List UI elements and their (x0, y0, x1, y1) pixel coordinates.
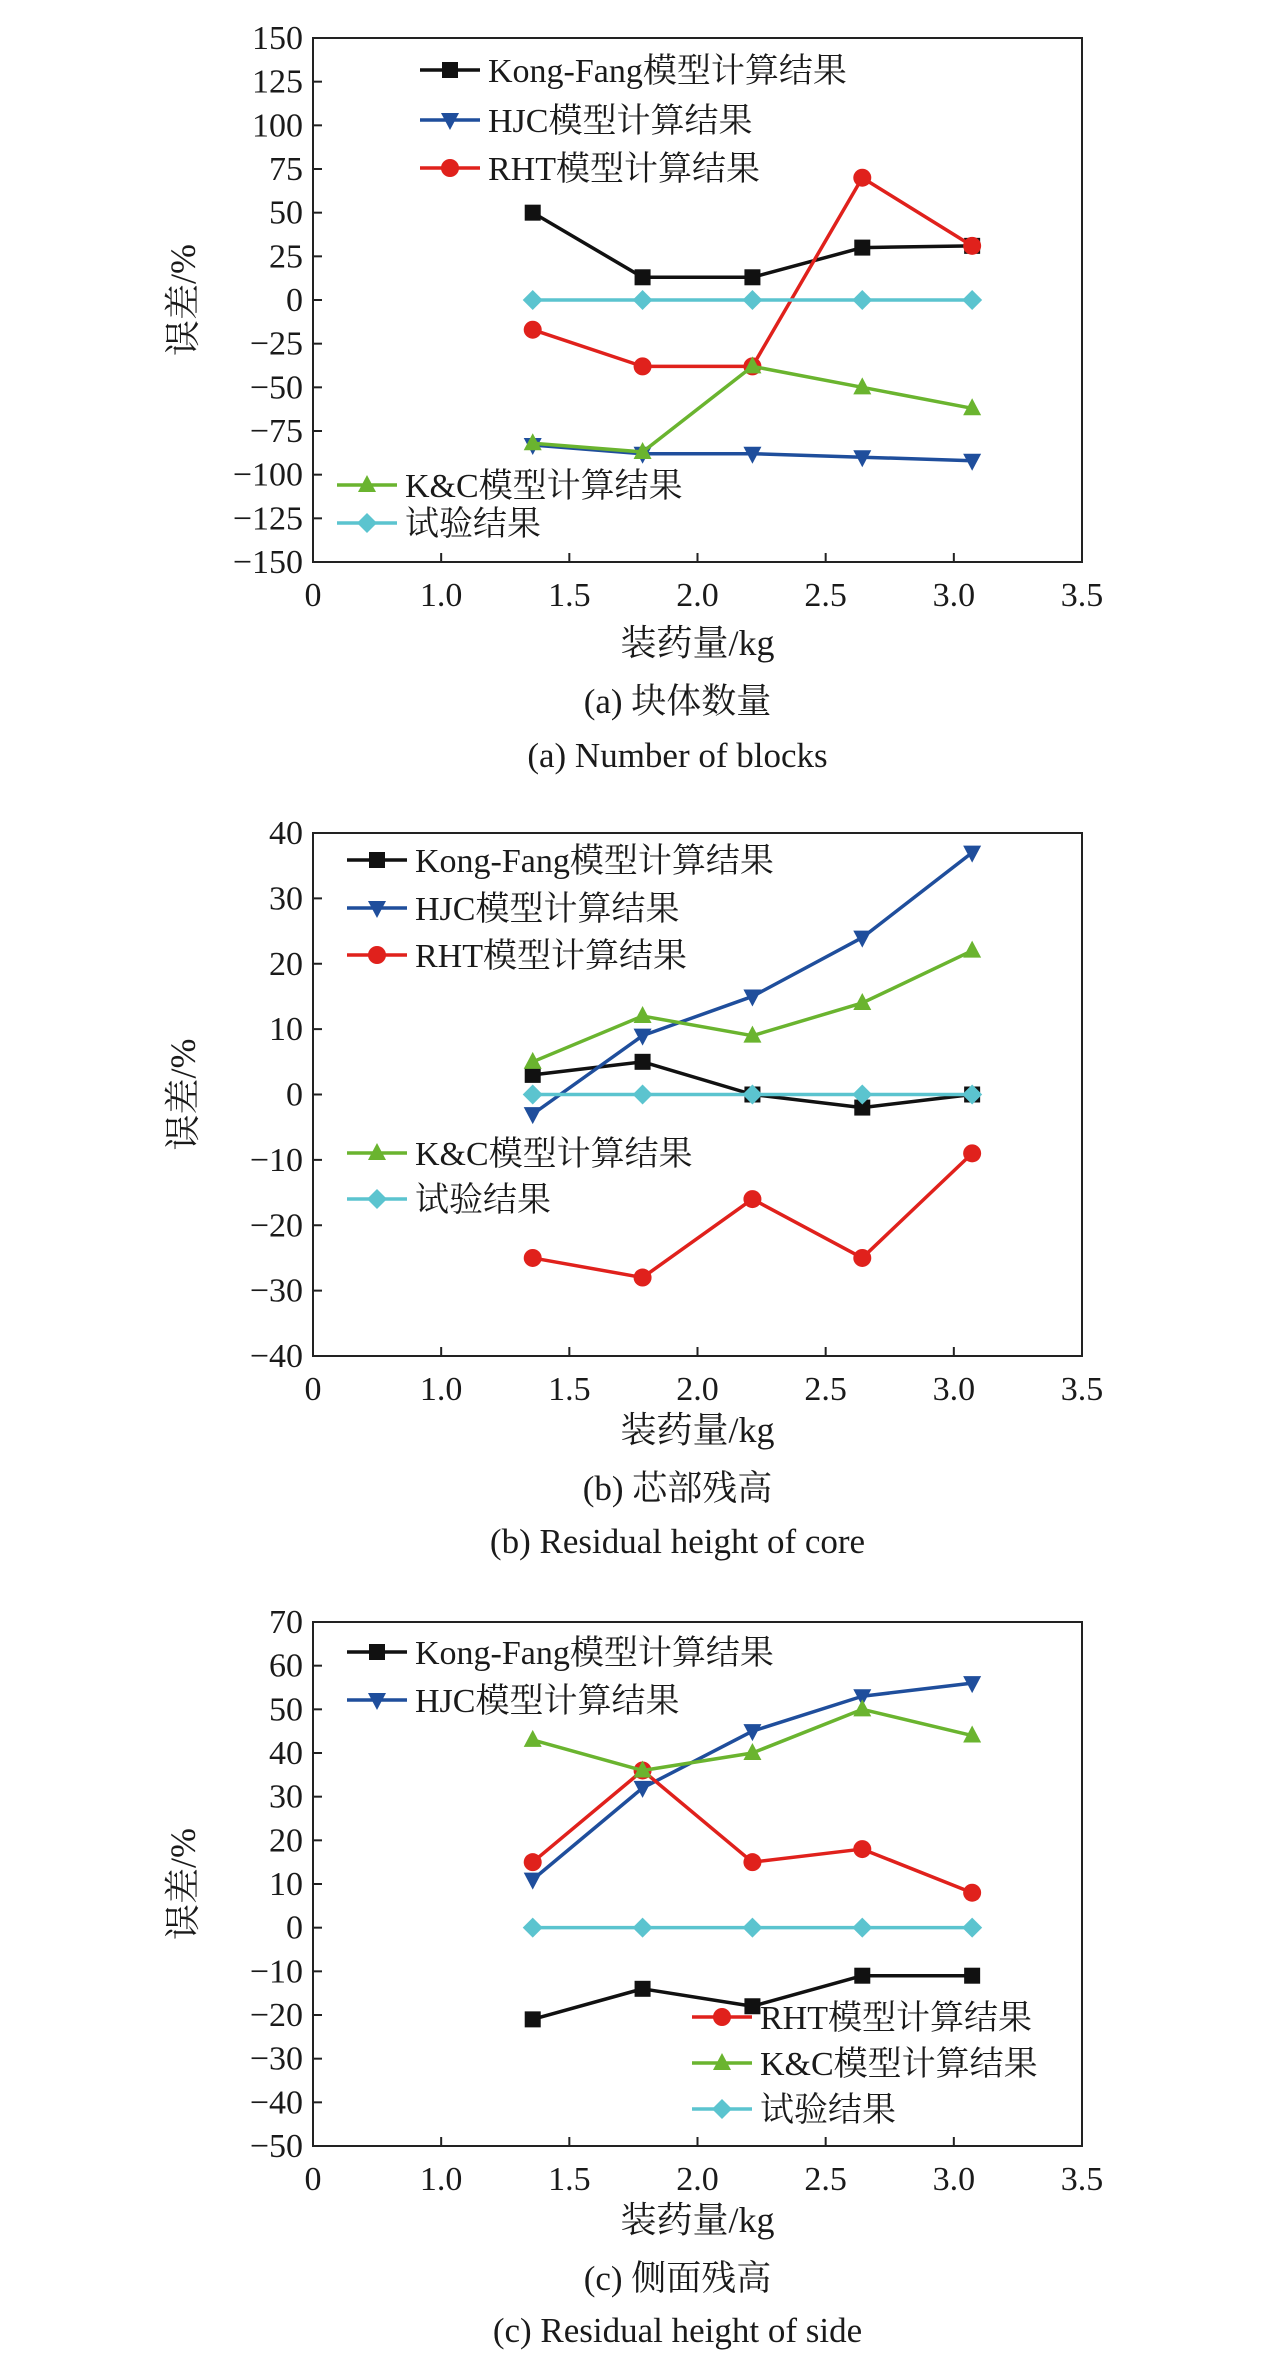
data-point (963, 1144, 981, 1162)
data-point (742, 290, 762, 310)
y-tick-label: 75 (269, 151, 303, 188)
data-point (523, 1918, 543, 1938)
data-point (525, 1067, 541, 1083)
x-tick-label: 1.0 (419, 1371, 463, 1408)
y-tick-label: 50 (269, 1691, 303, 1729)
legend-label: RHT模型计算结果 (488, 151, 760, 188)
data-point (963, 846, 981, 863)
x-tick-label: 3.0 (932, 1371, 976, 1408)
y-tick-label: −50 (249, 369, 303, 407)
legend-entry (420, 102, 752, 140)
legend-marker (712, 2099, 732, 2119)
y-tick-label: 0 (286, 1909, 303, 1947)
data-point (853, 1249, 871, 1267)
data-point (964, 1968, 980, 1984)
legend-marker (369, 1644, 385, 1660)
data-point (633, 1918, 653, 1938)
legend-entry (347, 1682, 679, 1720)
y-tick-label: 60 (269, 1647, 303, 1685)
legend-label: HJC模型计算结果 (415, 1683, 680, 1720)
series-2 (524, 438, 981, 471)
caption-cn: (a) 块体数量 (583, 682, 772, 721)
y-tick-label: −10 (249, 1953, 303, 1991)
y-tick-label: 50 (269, 194, 303, 232)
y-tick-label: 30 (269, 1778, 303, 1816)
y-tick-label: −40 (249, 1338, 303, 1375)
data-point (634, 1006, 652, 1023)
x-tick-label: 2.5 (804, 577, 847, 614)
legend-marker (369, 852, 385, 868)
y-tick-label: 0 (286, 282, 303, 319)
data-point (853, 1699, 871, 1716)
data-point (635, 1981, 651, 1997)
chart-panel-1 (163, 20, 1103, 775)
x-tick-label: 1.5 (548, 1371, 591, 1408)
data-point (742, 1918, 762, 1938)
legend-entry (347, 890, 679, 928)
data-point (963, 237, 981, 255)
data-point (524, 1107, 542, 1124)
y-tick-label: −30 (249, 2040, 303, 2078)
data-point (524, 1873, 542, 1890)
data-point (852, 290, 872, 310)
y-tick-label: 0 (286, 1076, 303, 1114)
x-tick-label: 0 (304, 577, 322, 614)
data-point (634, 1029, 652, 1046)
x-tick-label: 3.5 (1060, 577, 1104, 614)
legend-entry (420, 52, 847, 90)
legend-label: 试验结果 (405, 506, 541, 543)
caption-en: (c) Residual height of side (492, 2311, 863, 2350)
legend-marker (357, 513, 377, 533)
legend-label: Kong-Fang模型计算结果 (488, 53, 847, 90)
data-point (854, 1968, 870, 1984)
chart-panel-3 (163, 1604, 1103, 2350)
series-5 (523, 1918, 982, 1938)
legend-label: HJC模型计算结果 (488, 103, 753, 140)
series-5 (523, 290, 982, 310)
data-point (633, 1085, 653, 1105)
legend-marker (713, 2008, 731, 2026)
data-point (524, 1730, 542, 1747)
series-2 (524, 846, 981, 1125)
x-tick-label: 3.0 (932, 577, 976, 614)
y-tick-label: 150 (252, 20, 303, 57)
legend-marker (442, 62, 458, 78)
y-tick-label: −125 (232, 500, 303, 538)
series-1 (525, 205, 980, 286)
x-tick-label: 2.5 (804, 1371, 847, 1408)
legend-label: K&C模型计算结果 (415, 1136, 693, 1173)
y-tick-label: 40 (269, 815, 303, 852)
legend-marker (367, 1189, 387, 1209)
y-tick-label: −75 (249, 413, 303, 450)
legend-entry (692, 2045, 1038, 2083)
data-point (853, 169, 871, 187)
x-tick-label: 1.0 (419, 577, 463, 614)
y-tick-label: −20 (249, 1997, 303, 2034)
legend-entry (337, 505, 541, 543)
legend-marker (368, 946, 386, 964)
legend-label: 试验结果 (415, 1182, 551, 1219)
x-axis-label: 装药量/kg (620, 2200, 775, 2240)
data-point (962, 1918, 982, 1938)
legend-label: 试验结果 (760, 2092, 896, 2129)
x-axis-label: 装药量/kg (620, 623, 775, 663)
y-tick-label: 25 (269, 238, 303, 276)
y-tick-label: −25 (249, 325, 303, 363)
y-tick-label: −10 (249, 1141, 303, 1179)
y-tick-label: −30 (249, 1272, 303, 1310)
legend-label: RHT模型计算结果 (760, 2000, 1032, 2037)
legend-entry (337, 467, 683, 505)
y-tick-label: −150 (232, 544, 303, 581)
y-tick-label: 70 (269, 1604, 303, 1641)
data-point (634, 1269, 652, 1287)
data-point (744, 269, 760, 285)
data-point (524, 321, 542, 339)
data-point (524, 1249, 542, 1267)
y-tick-label: 30 (269, 880, 303, 918)
data-point (635, 1054, 651, 1070)
caption-en: (b) Residual height of core (489, 1522, 866, 1561)
y-tick-label: 125 (252, 63, 303, 101)
x-tick-label: 2.0 (676, 577, 719, 614)
data-point (852, 1918, 872, 1938)
legend-label: K&C模型计算结果 (760, 2046, 1038, 2083)
y-tick-label: −20 (249, 1207, 303, 1245)
y-axis-label: 误差/% (163, 1038, 203, 1151)
data-point (633, 290, 653, 310)
series-line (533, 1770, 972, 1892)
caption-cn: (c) 侧面残高 (583, 2259, 772, 2298)
caption-cn: (b) 芯部残高 (582, 1469, 773, 1508)
x-tick-label: 0 (304, 1371, 322, 1408)
y-tick-label: 20 (269, 945, 303, 983)
x-tick-label: 1.5 (548, 2161, 591, 2198)
data-point (523, 1085, 543, 1105)
x-tick-label: 3.5 (1060, 1371, 1104, 1408)
x-tick-label: 2.0 (676, 2161, 719, 2198)
y-tick-label: 40 (269, 1735, 303, 1772)
y-tick-label: 100 (252, 107, 303, 145)
data-point (634, 357, 652, 375)
x-tick-label: 2.0 (676, 1371, 719, 1408)
legend-entry (420, 150, 760, 188)
legend-label: K&C模型计算结果 (405, 468, 683, 505)
data-point (963, 941, 981, 958)
legend-label: Kong-Fang模型计算结果 (415, 843, 774, 880)
x-axis-label: 装药量/kg (620, 1410, 775, 1450)
caption-en: (a) Number of blocks (527, 736, 828, 775)
data-point (853, 1840, 871, 1858)
series-line (533, 213, 972, 278)
y-tick-label: −50 (249, 2128, 303, 2165)
x-tick-label: 1.0 (419, 2161, 463, 2198)
data-point (962, 290, 982, 310)
legend-label: Kong-Fang模型计算结果 (415, 1635, 774, 1672)
x-tick-label: 1.5 (548, 577, 591, 614)
data-point (854, 240, 870, 256)
series-line (533, 366, 972, 452)
y-tick-label: 20 (269, 1822, 303, 1860)
legend-entry (347, 842, 774, 880)
y-tick-label: 10 (269, 1866, 303, 1903)
y-tick-label: −40 (249, 2084, 303, 2122)
legend-entry (347, 1634, 774, 1672)
legend-label: HJC模型计算结果 (415, 891, 680, 928)
data-point (524, 1853, 542, 1871)
data-point (743, 1853, 761, 1871)
series-4 (524, 356, 981, 459)
legend-entry (347, 1135, 693, 1173)
data-point (744, 1998, 760, 2014)
data-point (525, 205, 541, 221)
chart-panel-2 (163, 815, 1103, 1561)
x-tick-label: 0 (304, 2161, 322, 2198)
y-axis-label: 误差/% (163, 1828, 203, 1940)
legend-label: RHT模型计算结果 (415, 938, 687, 975)
data-point (523, 290, 543, 310)
legend-entry (692, 2091, 896, 2129)
legend-entry (347, 937, 687, 975)
legend-entry (347, 1181, 551, 1219)
data-point (963, 1884, 981, 1902)
y-tick-label: 10 (269, 1011, 303, 1049)
x-tick-label: 3.5 (1060, 2161, 1104, 2198)
x-tick-label: 3.0 (932, 2161, 976, 2198)
y-axis-label: 误差/% (163, 244, 203, 356)
data-point (525, 2011, 541, 2027)
legend-marker (441, 159, 459, 177)
data-point (635, 269, 651, 285)
data-point (743, 1190, 761, 1208)
x-tick-label: 2.5 (804, 2161, 847, 2198)
y-tick-label: −100 (232, 456, 303, 494)
